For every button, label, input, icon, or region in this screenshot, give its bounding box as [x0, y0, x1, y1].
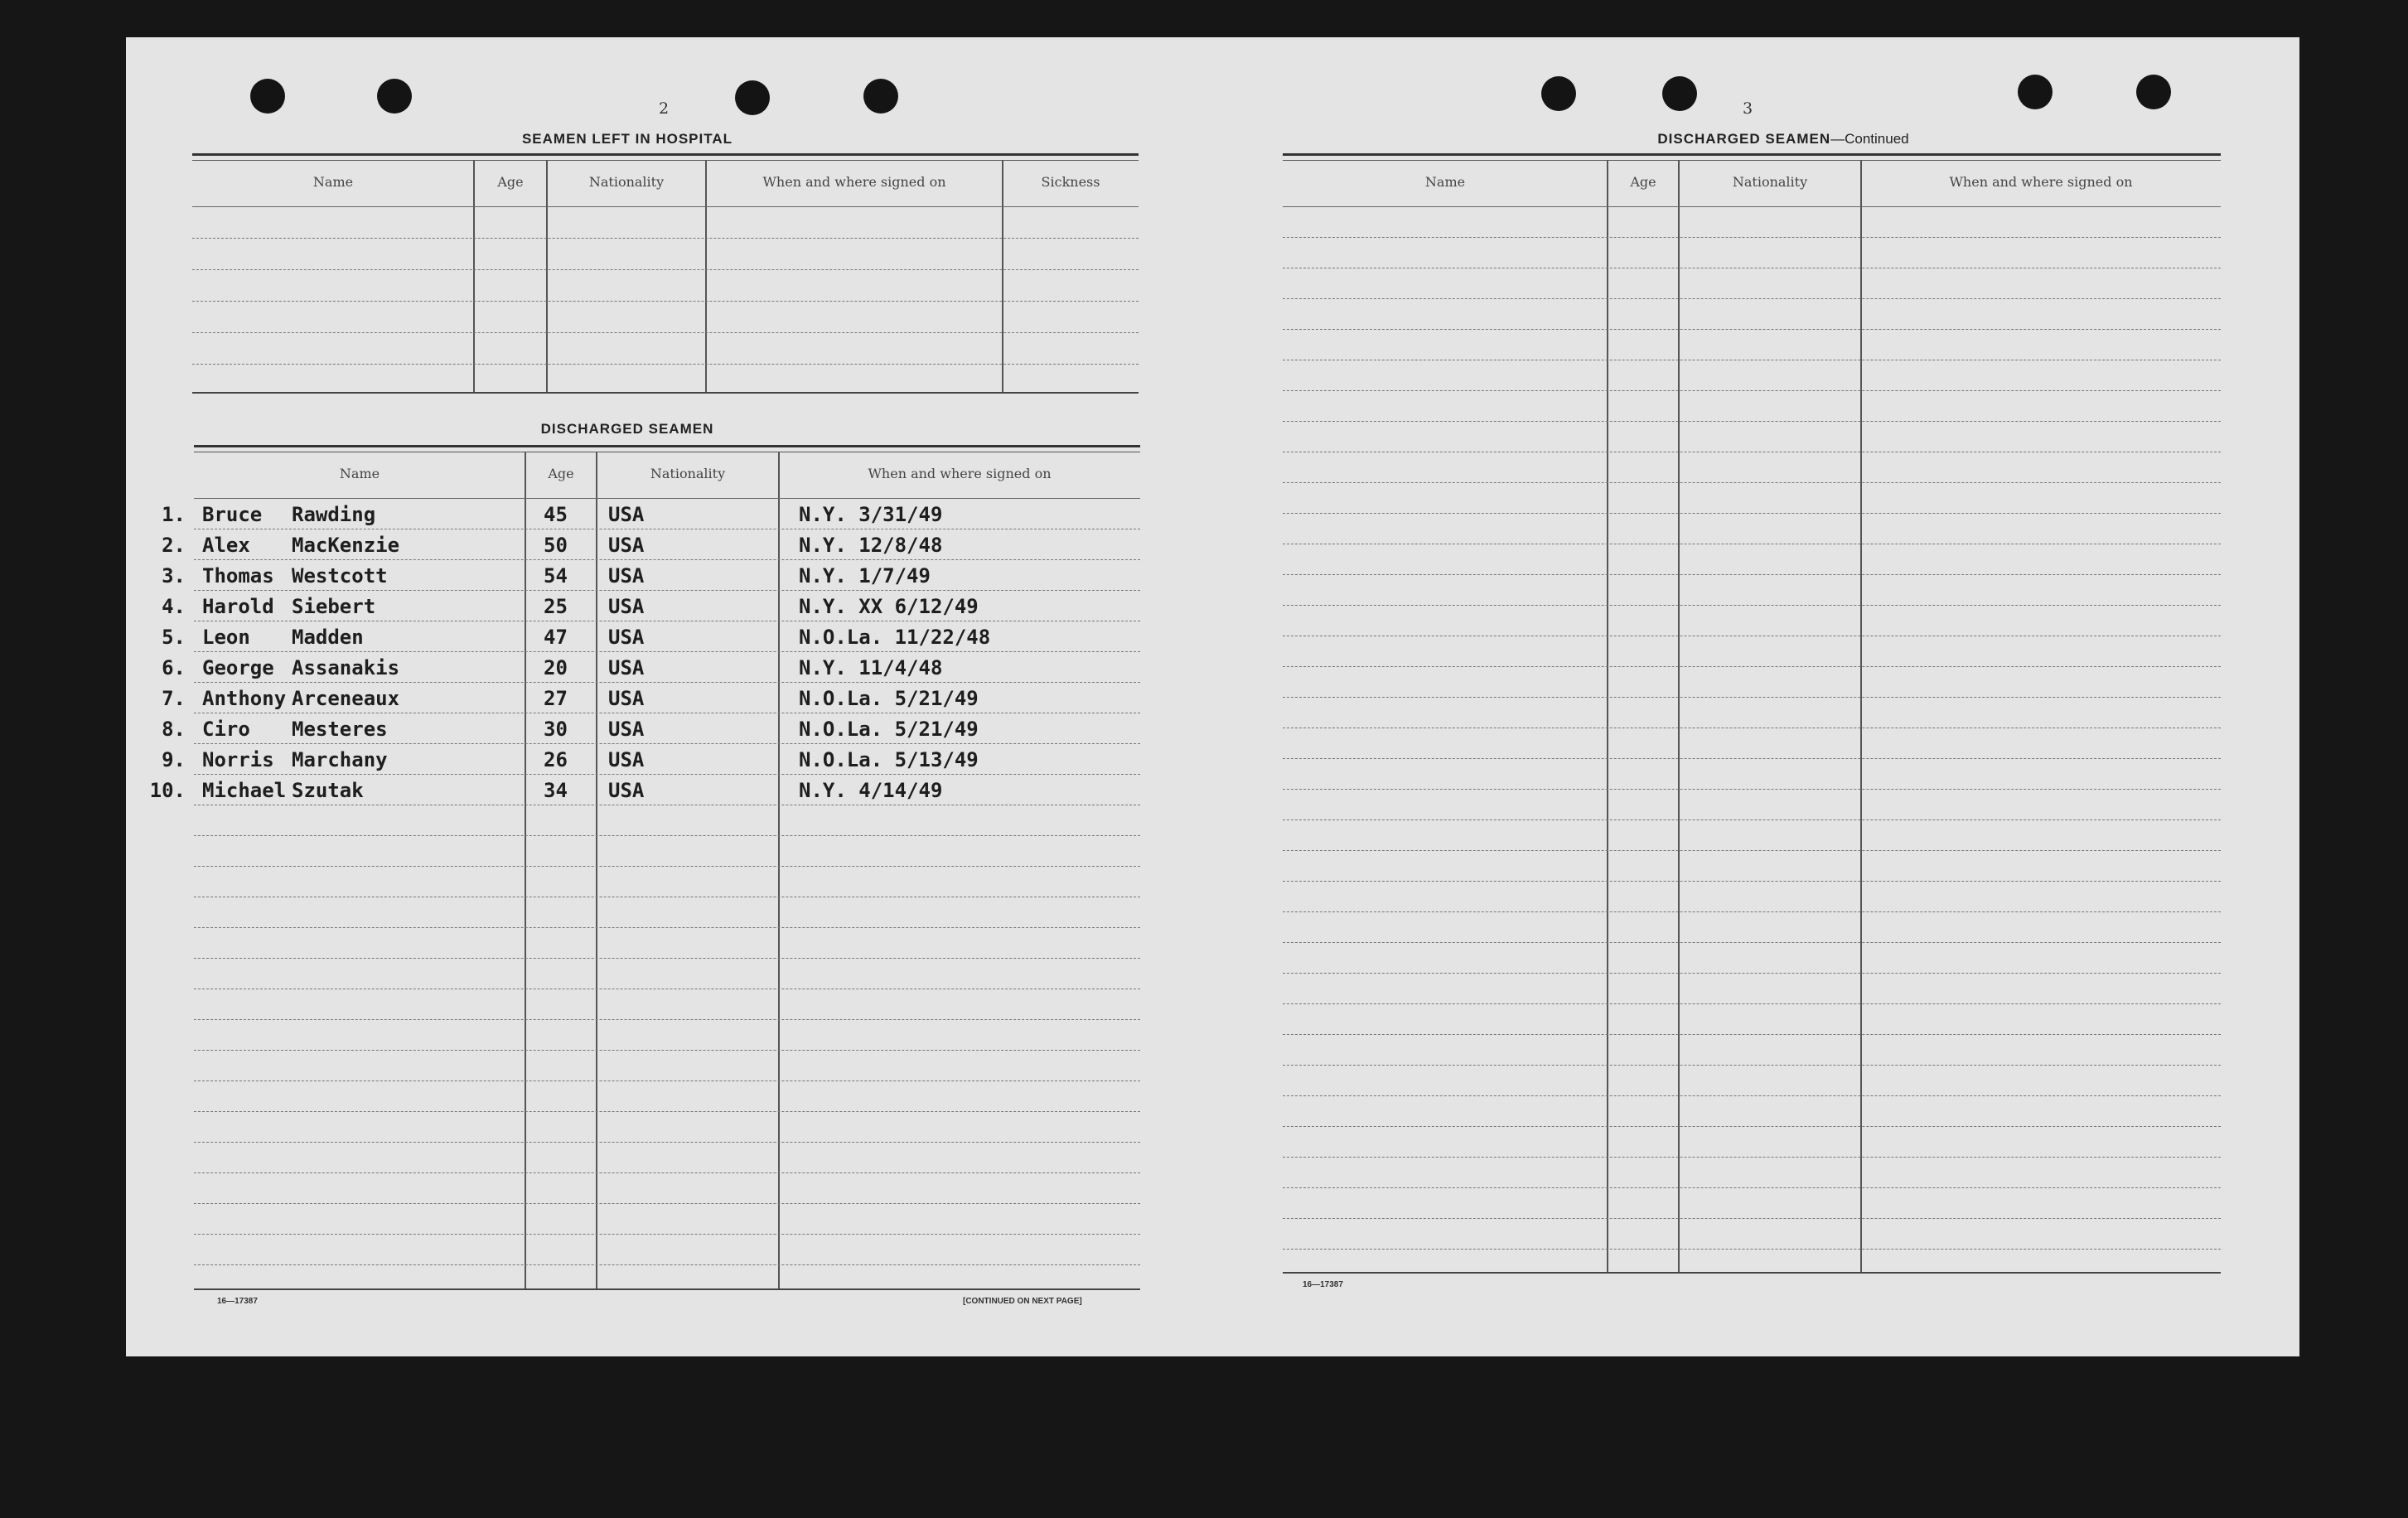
seaman-age: 30 [544, 718, 568, 741]
right-section-title [1535, 131, 2032, 147]
seaman-last-name: Assanakis [292, 656, 400, 679]
seaman-last-name: Mesteres [292, 718, 388, 741]
seaman-last-name: Siebert [292, 595, 376, 618]
table-row [194, 592, 1140, 622]
seaman-age: 54 [544, 564, 568, 587]
seaman-age: 45 [544, 503, 568, 526]
seaman-signed-on: N.O.La. 5/21/49 [799, 718, 979, 741]
seaman-age: 47 [544, 626, 568, 649]
seaman-last-name: Madden [292, 626, 364, 649]
seaman-age: 20 [544, 656, 568, 679]
seaman-nationality: USA [608, 503, 645, 526]
row-number: 9. [162, 748, 186, 771]
col-header-age: Age [548, 466, 574, 481]
seaman-nationality: USA [608, 656, 645, 679]
table-row [194, 622, 1140, 653]
row-number: 8. [162, 718, 186, 741]
punch-hole [863, 79, 898, 114]
form-number-left: 16—17387 [217, 1297, 258, 1306]
seaman-signed-on: N.Y. 1/7/49 [799, 564, 931, 587]
punch-hole [2136, 75, 2171, 109]
seaman-signed-on: N.Y. XX 6/12/49 [799, 595, 979, 618]
seaman-age: 26 [544, 748, 568, 771]
table-row [194, 653, 1140, 684]
seaman-signed-on: N.Y. 11/4/48 [799, 656, 943, 679]
table-row [194, 714, 1140, 745]
seaman-last-name: MacKenzie [292, 534, 400, 557]
seaman-first-name: Norris [202, 748, 274, 771]
seaman-nationality: USA [608, 748, 645, 771]
discharged-table-right [1283, 153, 2221, 1313]
seaman-age: 50 [544, 534, 568, 557]
right-title-main: DISCHARGED SEAMEN [1657, 131, 1831, 147]
seaman-nationality: USA [608, 718, 645, 741]
seaman-last-name: Arceneaux [292, 687, 400, 710]
seaman-last-name: Rawding [292, 503, 376, 526]
seaman-signed-on: N.O.La. 5/21/49 [799, 687, 979, 710]
seaman-signed-on: N.Y. 12/8/48 [799, 534, 943, 557]
punch-hole [2018, 75, 2053, 109]
table-row [194, 500, 1140, 530]
col-header-name: Name [312, 174, 354, 190]
continued-note: [CONTINUED ON NEXT PAGE] [963, 1297, 1082, 1306]
col-header-sickness: Sickness [1041, 174, 1100, 190]
seaman-first-name: Bruce [202, 503, 263, 526]
right-title-suffix: —Continued [1830, 131, 1909, 147]
seaman-age: 25 [544, 595, 568, 618]
punch-hole [735, 80, 770, 115]
seaman-nationality: USA [608, 779, 645, 802]
hospital-section-title: SEAMEN LEFT IN HOSPITAL [521, 131, 733, 147]
punch-hole [1662, 76, 1697, 111]
seaman-last-name: Marchany [292, 748, 388, 771]
seaman-signed-on: N.O.La. 5/13/49 [799, 748, 979, 771]
punch-hole [377, 79, 412, 114]
seaman-first-name: George [202, 656, 274, 679]
seaman-age: 27 [544, 687, 568, 710]
seaman-age: 34 [544, 779, 568, 802]
row-number: 3. [162, 564, 186, 587]
seaman-first-name: Alex [202, 534, 250, 557]
row-number: 2. [162, 534, 186, 557]
seaman-first-name: Leon [202, 626, 250, 649]
table-row [194, 745, 1140, 776]
col-header-nationality: Nationality [1732, 174, 1808, 190]
seaman-first-name: Anthony [202, 687, 287, 710]
col-header-age: Age [497, 174, 524, 190]
seaman-signed-on: N.Y. 3/31/49 [799, 503, 943, 526]
col-header-name: Name [1424, 174, 1466, 190]
col-header-name: Name [339, 466, 380, 481]
table-row [194, 776, 1140, 806]
discharged-table-left [194, 445, 1140, 1323]
seaman-first-name: Thomas [202, 564, 274, 587]
seaman-last-name: Szutak [292, 779, 364, 802]
discharged-section-title: DISCHARGED SEAMEN [540, 421, 714, 437]
seaman-first-name: Harold [202, 595, 274, 618]
form-number-right: 16—17387 [1303, 1280, 1343, 1289]
seaman-nationality: USA [608, 687, 645, 710]
col-header-signed-on: When and where signed on [1949, 174, 2133, 190]
col-header-nationality: Nationality [650, 466, 726, 481]
row-number: 1. [162, 503, 186, 526]
col-header-age: Age [1630, 174, 1656, 190]
col-header-signed-on: When and where signed on [762, 174, 946, 190]
row-number: 4. [162, 595, 186, 618]
hospital-table [192, 153, 1139, 402]
seaman-first-name: Ciro [202, 718, 250, 741]
col-header-nationality: Nationality [588, 174, 665, 190]
seaman-last-name: Westcott [292, 564, 388, 587]
row-number: 10. [149, 779, 186, 802]
row-number: 7. [162, 687, 186, 710]
seaman-first-name: Michael [202, 779, 287, 802]
table-row [194, 684, 1140, 714]
punch-hole [250, 79, 285, 114]
ledger-sheet [126, 37, 2299, 1356]
page-number-left: 2 [659, 99, 670, 118]
table-row [194, 561, 1140, 592]
row-number: 5. [162, 626, 186, 649]
col-header-signed-on: When and where signed on [868, 466, 1052, 481]
page-number-right: 3 [1743, 99, 1753, 118]
seaman-nationality: USA [608, 534, 645, 557]
seaman-nationality: USA [608, 626, 645, 649]
seaman-nationality: USA [608, 595, 645, 618]
row-number: 6. [162, 656, 186, 679]
seaman-signed-on: N.Y. 4/14/49 [799, 779, 943, 802]
table-row [194, 530, 1140, 561]
seaman-signed-on: N.O.La. 11/22/48 [799, 626, 991, 649]
seaman-nationality: USA [608, 564, 645, 587]
punch-hole [1541, 76, 1576, 111]
